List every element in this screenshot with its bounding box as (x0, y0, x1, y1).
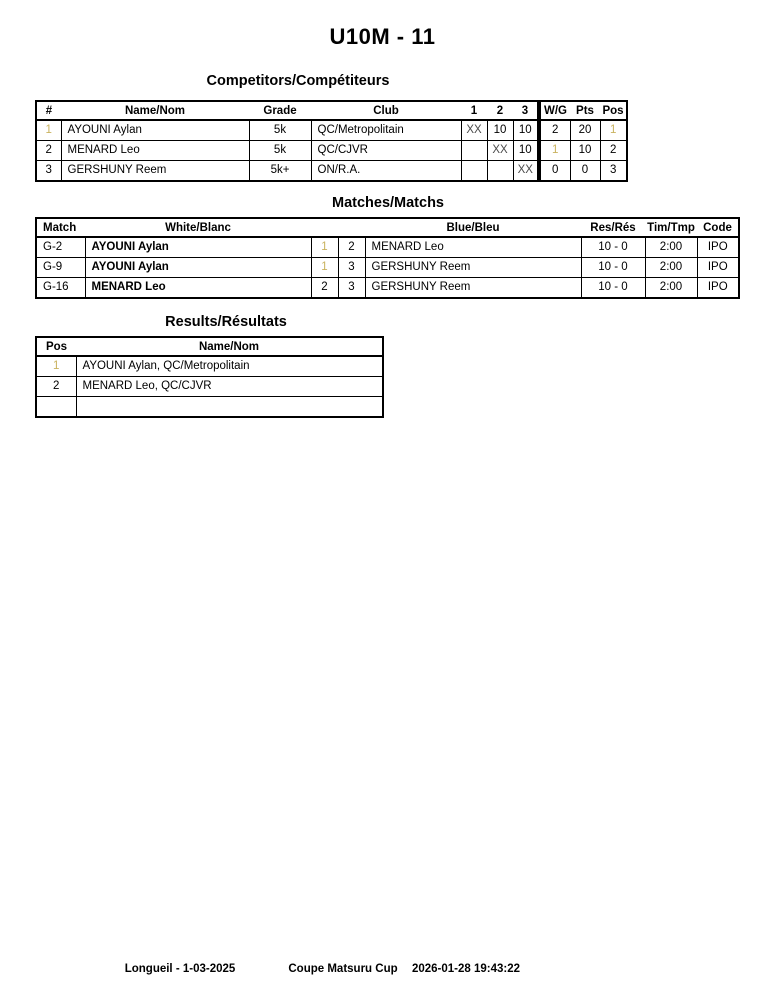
position-value: 2 (600, 141, 627, 161)
competitor-number: 2 (36, 141, 61, 161)
score-vs-3: XX (513, 161, 538, 182)
match-result: 10 - 0 (581, 258, 645, 278)
white-number: 1 (311, 237, 338, 258)
competitor-row (36, 141, 538, 161)
competitor-name: GERSHUNY Reem (61, 161, 249, 182)
wins-value: 0 (540, 161, 570, 182)
result-position: 1 (36, 356, 76, 377)
competitor-number: 3 (36, 161, 61, 182)
competitors-standings-table (539, 100, 628, 182)
col-blue-number (338, 218, 365, 237)
match-id: G-16 (36, 278, 85, 299)
footer-print-timestamp: 2026-01-28 19:43:22 (411, 963, 521, 975)
white-player: AYOUNI Aylan (85, 258, 311, 278)
standings-row (540, 141, 627, 161)
col-name: Name/Nom (76, 337, 383, 356)
result-row (36, 397, 383, 418)
competitors-header-row (36, 101, 538, 120)
blue-player: GERSHUNY Reem (365, 258, 581, 278)
match-row (36, 278, 739, 299)
col-white-number (311, 218, 338, 237)
white-player: AYOUNI Aylan (85, 237, 311, 258)
competitor-club: QC/Metropolitain (311, 120, 461, 141)
match-code: IPO (697, 278, 739, 299)
competitor-grade: 5k (249, 141, 311, 161)
result-row (36, 377, 383, 397)
result-name: AYOUNI Aylan, QC/Metropolitain (76, 356, 383, 377)
results-heading: Results/Résultats (165, 314, 287, 330)
col-position: Pos (36, 337, 76, 356)
footer-event-name: Coupe Matsuru Cup (288, 963, 398, 975)
competitors-heading: Competitors/Compétiteurs (206, 73, 390, 89)
points-value: 0 (570, 161, 600, 182)
competitor-name: AYOUNI Aylan (61, 120, 249, 141)
competitor-row (36, 120, 538, 141)
col-grade: Grade (249, 101, 311, 120)
match-time: 2:00 (645, 278, 697, 299)
result-row (36, 356, 383, 377)
col-round-2: 2 (487, 101, 513, 120)
competitor-row (36, 161, 538, 182)
wins-value: 2 (540, 120, 570, 141)
match-row (36, 258, 739, 278)
col-wins: W/G (540, 101, 570, 120)
col-points: Pts (570, 101, 600, 120)
white-number: 2 (311, 278, 338, 299)
competitor-grade: 5k+ (249, 161, 311, 182)
score-vs-1 (461, 161, 487, 182)
position-value: 1 (600, 120, 627, 141)
col-round-3: 3 (513, 101, 538, 120)
match-result: 10 - 0 (581, 278, 645, 299)
col-white: White/Blanc (85, 218, 311, 237)
col-code: Code (697, 218, 739, 237)
result-name (76, 397, 383, 418)
competitor-name: MENARD Leo (61, 141, 249, 161)
position-value: 3 (600, 161, 627, 182)
col-number: # (36, 101, 61, 120)
blue-number: 3 (338, 258, 365, 278)
matches-table (35, 217, 740, 299)
score-vs-2 (487, 161, 513, 182)
footer-location-date: Longueil - 1-03-2025 (124, 963, 236, 975)
col-name: Name/Nom (61, 101, 249, 120)
result-name: MENARD Leo, QC/CJVR (76, 377, 383, 397)
competitor-number: 1 (36, 120, 61, 141)
points-value: 20 (570, 120, 600, 141)
result-position (36, 397, 76, 418)
matches-heading: Matches/Matchs (331, 195, 444, 211)
col-match: Match (36, 218, 85, 237)
competitor-grade: 5k (249, 120, 311, 141)
score-vs-1 (461, 141, 487, 161)
competitor-club: QC/CJVR (311, 141, 461, 161)
standings-header-row (540, 101, 627, 120)
col-blue: Blue/Bleu (365, 218, 581, 237)
match-result: 10 - 0 (581, 237, 645, 258)
white-number: 1 (311, 258, 338, 278)
blue-player: GERSHUNY Reem (365, 278, 581, 299)
wins-value: 1 (540, 141, 570, 161)
match-time: 2:00 (645, 237, 697, 258)
match-code: IPO (697, 258, 739, 278)
blue-player: MENARD Leo (365, 237, 581, 258)
blue-number: 3 (338, 278, 365, 299)
standings-row (540, 120, 627, 141)
results-table (35, 336, 384, 418)
competitor-club: ON/R.A. (311, 161, 461, 182)
score-vs-3: 10 (513, 141, 538, 161)
matches-header-row (36, 218, 739, 237)
blue-number: 2 (338, 237, 365, 258)
result-position: 2 (36, 377, 76, 397)
competitors-table (35, 100, 539, 182)
col-time: Tim/Tmp (645, 218, 697, 237)
score-vs-2: XX (487, 141, 513, 161)
points-value: 10 (570, 141, 600, 161)
match-code: IPO (697, 237, 739, 258)
match-id: G-2 (36, 237, 85, 258)
score-vs-2: 10 (487, 120, 513, 141)
results-header-row (36, 337, 383, 356)
score-vs-1: XX (461, 120, 487, 141)
col-position: Pos (600, 101, 627, 120)
score-vs-3: 10 (513, 120, 538, 141)
match-id: G-9 (36, 258, 85, 278)
page-title: U10M - 11 (329, 24, 436, 49)
col-round-1: 1 (461, 101, 487, 120)
col-result: Res/Rés (581, 218, 645, 237)
white-player: MENARD Leo (85, 278, 311, 299)
col-club: Club (311, 101, 461, 120)
match-time: 2:00 (645, 258, 697, 278)
standings-row (540, 161, 627, 182)
match-row (36, 237, 739, 258)
